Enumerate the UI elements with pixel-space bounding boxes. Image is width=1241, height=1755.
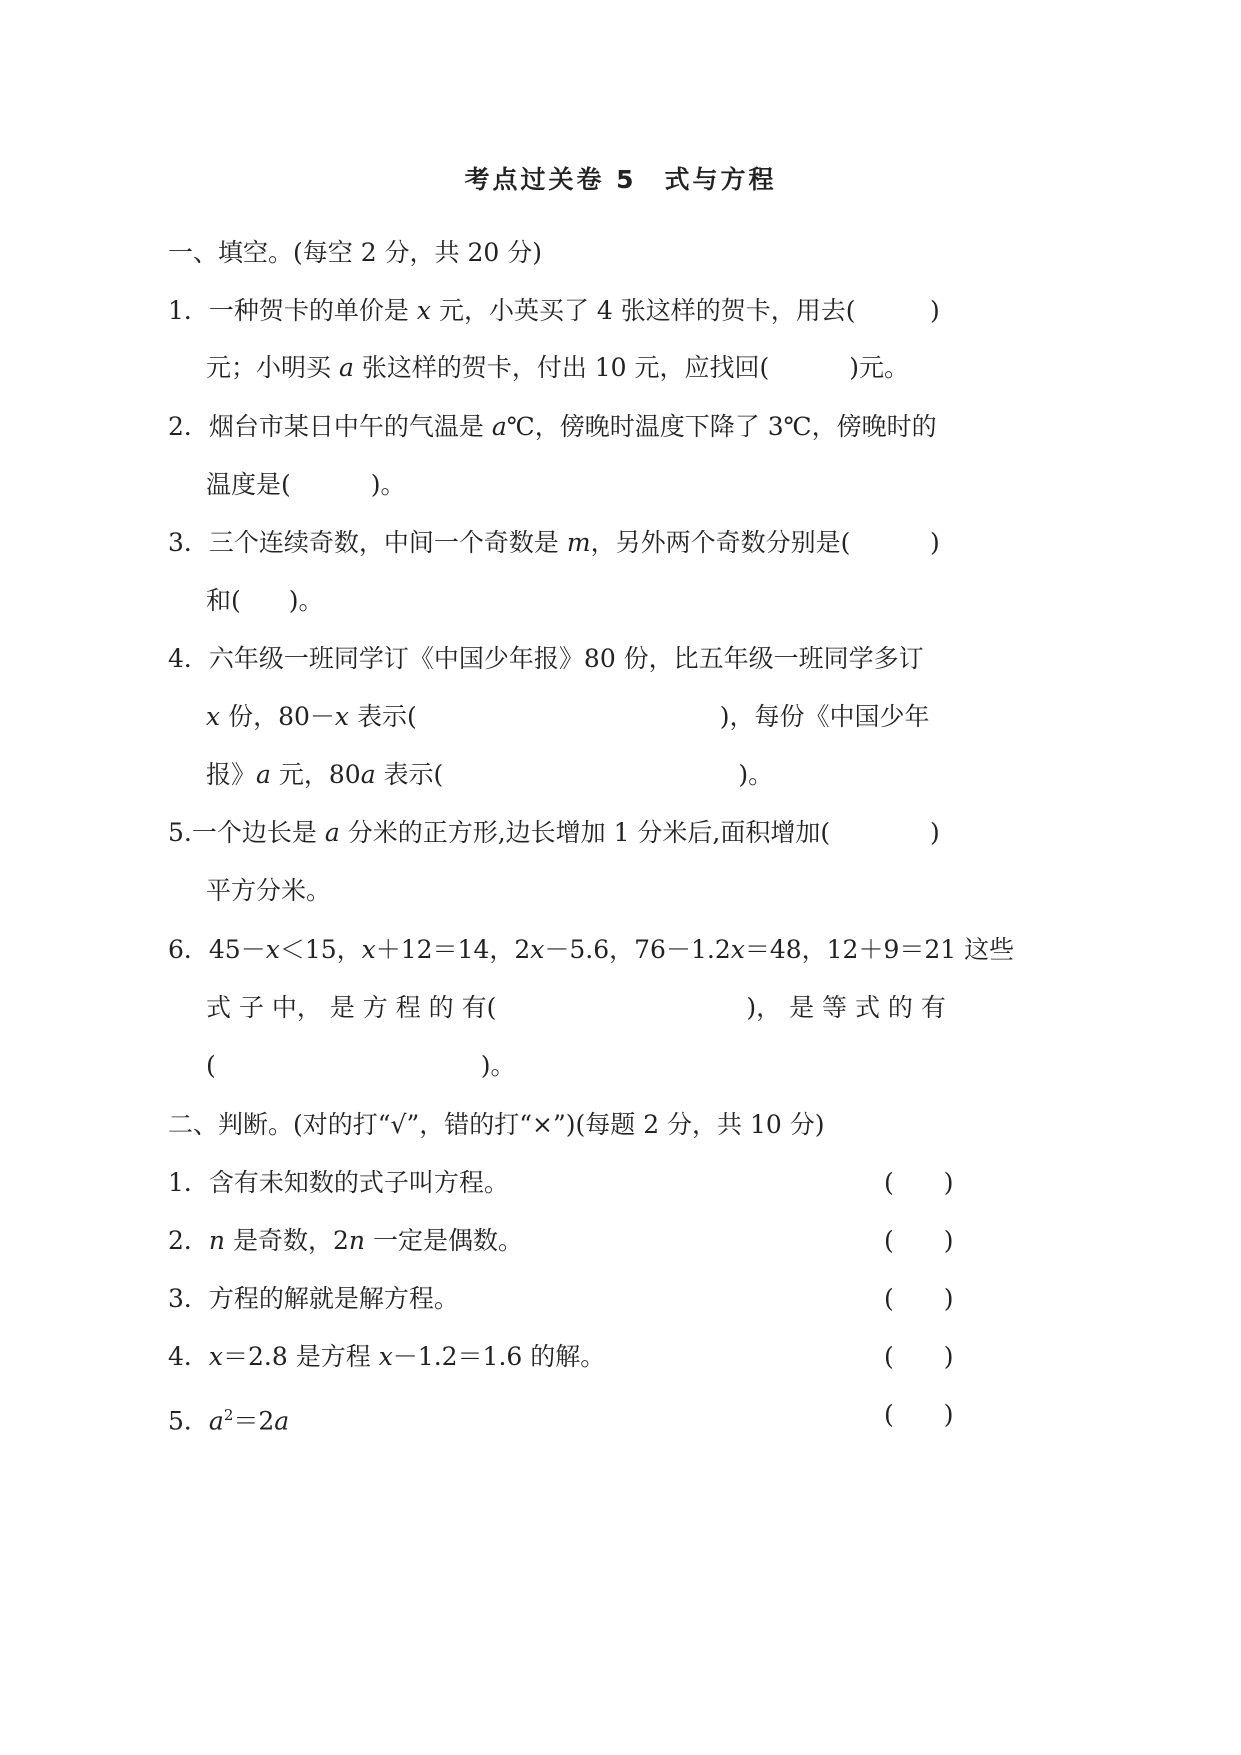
section1-heading: 一、填空。(每空 2 分，共 20 分) xyxy=(168,238,543,267)
judge-answer-blank[interactable]: ( ) xyxy=(884,1284,954,1313)
s1-q2-line2: 温度是( )。 xyxy=(206,470,406,499)
s1-q2-line1: 2．烟台市某日中午的气温是 a℃，傍晚时温度下降了 3℃，傍晚时的 xyxy=(168,412,937,441)
judge-answer-blank[interactable]: ( ) xyxy=(884,1400,954,1429)
s2-q2: 2．n 是奇数，2n 一定是偶数。 xyxy=(168,1226,523,1255)
s2-q1: 1．含有未知数的式子叫方程。 xyxy=(168,1168,509,1197)
judge-answer-blank[interactable]: ( ) xyxy=(884,1226,954,1255)
s1-q4-line2: x 份，80－x 表示( )，每份《中国少年 xyxy=(206,702,930,731)
s1-q6-line1: 6．45－x＜15，x＋12＝14，2x－5.6，76－1.2x＝48，12＋9＝21 这些 xyxy=(168,935,1015,964)
section2-heading: 二、判断。(对的打“√”，错的打“×”)(每题 2 分，共 10 分) xyxy=(168,1110,825,1139)
s1-q4-line3: 报》a 元，80a 表示( )。 xyxy=(206,760,774,789)
judge-answer-blank[interactable]: ( ) xyxy=(884,1342,954,1371)
s1-q3-line2: 和( )。 xyxy=(206,586,324,615)
s1-q5-close-paren: ) xyxy=(930,818,940,847)
s1-q5-line1: 5.一个边长是 a 分米的正方形,边长增加 1 分米后,面积增加( xyxy=(168,818,831,847)
s1-q5-line2: 平方分米。 xyxy=(206,876,332,905)
judge-answer-blank[interactable]: ( ) xyxy=(884,1168,954,1197)
s2-q5: 5．$a^2=2a$ xyxy=(168,1406,290,1436)
s1-q1-close-paren: ) xyxy=(930,296,940,325)
s1-q4-line1: 4．六年级一班同学订《中国少年报》80 份，比五年级一班同学多订 xyxy=(168,644,924,673)
question-number: 1． xyxy=(168,296,209,325)
s2-q3: 3．方程的解就是解方程。 xyxy=(168,1284,459,1313)
s1-q6-line2: 式 子 中， 是 方 程 的 有( )， 是 等 式 的 有 xyxy=(206,993,946,1022)
s1-q1-line2: 元；小明买 a 张这样的贺卡，付出 10 元，应找回( )元。 xyxy=(206,353,910,382)
s1-q1-line1: 1．一种贺卡的单价是 x 元，小英买了 4 张这样的贺卡，用去( xyxy=(168,296,856,325)
s2-q4: 4．x＝2.8 是方程 x－1.2＝1.6 的解。 xyxy=(168,1342,606,1371)
s1-q3-close-paren: ) xyxy=(930,528,940,557)
page-title: 考点过关卷 5 式与方程 xyxy=(464,165,777,194)
s1-q6-line3: ( )。 xyxy=(206,1051,516,1080)
s1-q3-line1: 3．三个连续奇数，中间一个奇数是 m，另外两个奇数分别是( xyxy=(168,528,851,557)
